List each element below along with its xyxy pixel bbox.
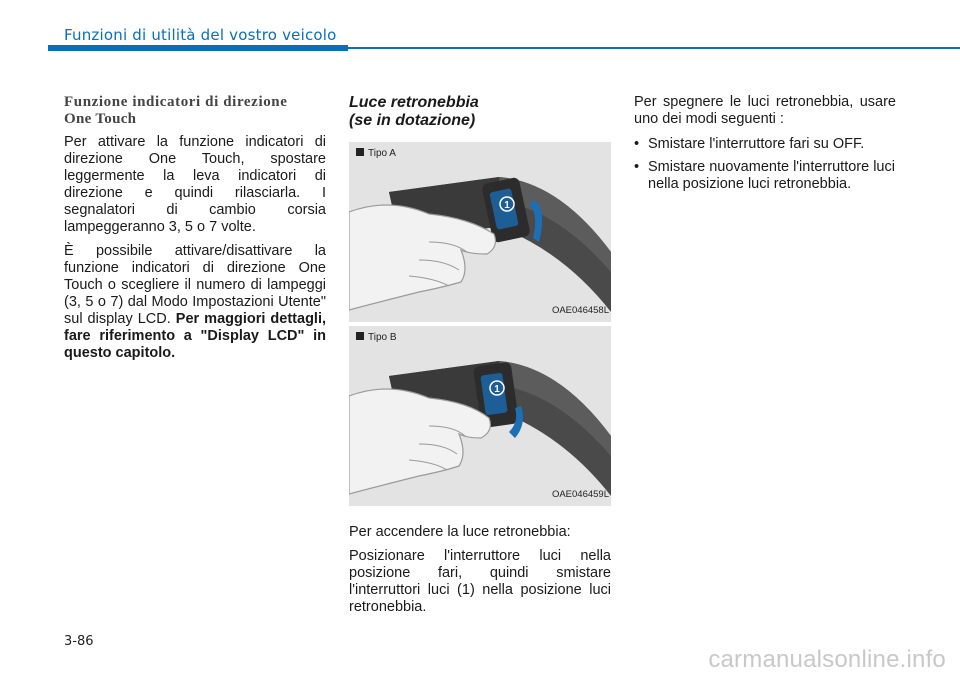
fog-off-list: [634, 136, 896, 193]
one-touch-paragraph-1: Per attivare la funzione indicatori di direzione One Touch, spostare leggermente la leva indicatori di direzione e quindi rilasciarla. I segnalatori di cambio corsia lampeggeranno 3, 5 o 7 volte.: [64, 134, 326, 235]
one-touch-paragraph-2: [64, 243, 326, 362]
figure-type-b: [349, 326, 611, 506]
one-touch-heading: [64, 94, 326, 128]
fog-off-intro: Per spegnere le luci retronebbia, usare uno dei modi seguenti :: [634, 94, 896, 127]
page-number: 3-86: [64, 634, 94, 649]
watermark: carmanualsonline.info: [708, 646, 946, 673]
middle-column: [349, 94, 611, 623]
figure-b-label: Tipo B: [356, 329, 397, 346]
left-column: [64, 94, 326, 369]
header-rule-thin: [348, 47, 960, 49]
figure-b-code: OAE046459L: [551, 489, 609, 500]
fog-light-lever-illustration-icon: [349, 326, 611, 506]
one-touch-paragraph-2-text: È possibile attivare/disattivare la funzione indicatori di direzione One Touch o scegliere il numero di lampeggi (3, 5 o 7) dal Modo Impostazioni Utente" sul display LCD.: [64, 243, 326, 327]
section-header-title: Funzioni di utilità del vostro veicolo: [64, 26, 337, 44]
figure-b-callout: 1: [494, 384, 500, 395]
fog-light-heading-line1: Luce retronebbia: [349, 94, 479, 111]
figure-a-label: Tipo A: [356, 145, 396, 162]
figure-a-code: OAE046458L: [551, 305, 609, 316]
fog-light-heading: [349, 94, 611, 130]
lcd-reference-note: Per maggiori dettagli, fare riferimento a "Display LCD" in questo capitolo.: [64, 311, 327, 361]
one-touch-heading-line1: Funzione indicatori di direzione: [64, 94, 288, 110]
fog-light-paragraph-2: Posizionare l'interruttore luci nella posizione fari, quindi smistare l'interruttori luci (1) nella posizione luci retronebbia.: [349, 548, 611, 615]
fog-light-heading-line2: (se in dotazione): [349, 112, 476, 129]
list-item: • Smistare l'interruttore fari su OFF.: [634, 136, 896, 153]
figure-a-callout: 1: [504, 200, 510, 211]
figure-type-a: [349, 142, 611, 322]
list-item: • Smistare nuovamente l'interruttore luci nella posizione luci retronebbia.: [634, 159, 896, 193]
one-touch-heading-line2: One Touch: [64, 111, 137, 127]
right-column: [634, 94, 896, 199]
header-rule-thick: [48, 45, 348, 51]
fog-light-lever-illustration-icon: [349, 142, 611, 322]
fog-light-paragraph-1: Per accendere la luce retronebbia:: [349, 524, 571, 540]
